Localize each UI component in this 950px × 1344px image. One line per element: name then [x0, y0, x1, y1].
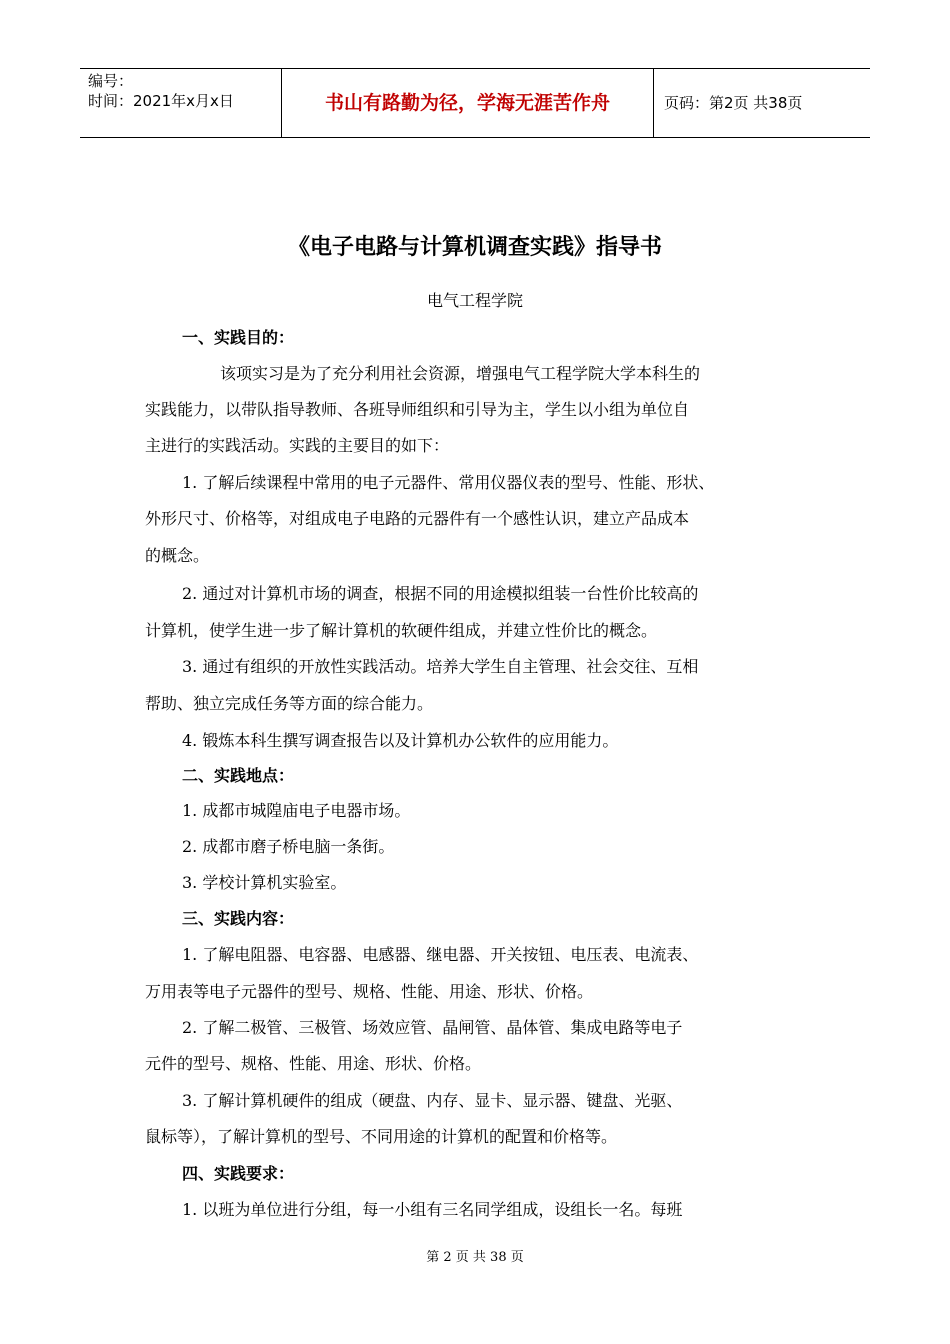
body-line: 3. 通过有组织的开放性实践活动。培养大学生自主管理、社会交往、互相 — [182, 657, 699, 676]
page-header — [80, 68, 870, 138]
body-line: 外形尺寸、价格等，对组成电子电路的元器件有一个感性认识，建立产品成本 — [145, 509, 690, 528]
body-line: 实践能力，以带队指导教师、各班导师组织和引导为主，学生以小组为单位自 — [145, 400, 690, 419]
document-number-label: 编号： — [88, 72, 134, 90]
body-line: 1. 成都市城隍庙电子电器市场。 — [182, 801, 411, 820]
body-line: 1. 了解电阻器、电容器、电感器、继电器、开关按钮、电压表、电流表、 — [182, 945, 699, 964]
body-line: 的概念。 — [145, 546, 210, 565]
document-title: 《电子电路与计算机调查实践》指导书 — [287, 235, 662, 260]
page-footer: 第 2 页 共 38 页 — [426, 1250, 524, 1265]
body-line: 主进行的实践活动。实践的主要目的如下： — [145, 436, 450, 455]
header-page-info: 页码：第2页 共38页 — [664, 94, 803, 112]
body-line: 3. 了解计算机硬件的组成（硬盘、内存、显卡、显示器、键盘、光驱、 — [182, 1091, 683, 1110]
body-line: 元件的型号、规格、性能、用途、形状、价格。 — [145, 1054, 482, 1073]
body-line: 计算机，使学生进一步了解计算机的软硬件组成，并建立性价比的概念。 — [145, 621, 658, 640]
section-heading: 一、实践目的： — [182, 328, 295, 347]
body-line: 万用表等电子元器件的型号、规格、性能、用途、形状、价格。 — [145, 982, 594, 1001]
body-line: 2. 成都市磨子桥电脑一条街。 — [182, 837, 395, 856]
body-line: 2. 了解二极管、三极管、场效应管、晶闸管、晶体管、集成电路等电子 — [182, 1018, 683, 1037]
body-line: 4. 锻炼本科生撰写调查报告以及计算机办公软件的应用能力。 — [182, 731, 619, 750]
section-heading: 二、实践地点： — [182, 766, 295, 785]
body-line: 2. 通过对计算机市场的调查，根据不同的用途模拟组装一台性价比较高的 — [182, 584, 699, 603]
header-meta — [80, 69, 282, 137]
section-heading: 三、实践内容： — [182, 909, 295, 928]
body-line: 1. 以班为单位进行分组，每一小组有三名同学组成，设组长一名。每班 — [182, 1200, 683, 1219]
body-line: 鼠标等），了解计算机的型号、不同用途的计算机的配置和价格等。 — [145, 1127, 618, 1146]
document-subtitle: 电气工程学院 — [426, 291, 523, 310]
body-line: 该项实习是为了充分利用社会资源，增强电气工程学院大学本科生的 — [220, 364, 701, 383]
document-time-label: 时间：2021年x月x日 — [88, 92, 234, 110]
header-motto: 书山有路勤为径，学海无涯苦作舟 — [282, 69, 654, 137]
body-line: 帮助、独立完成任务等方面的综合能力。 — [145, 694, 434, 713]
body-line: 1. 了解后续课程中常用的电子元器件、常用仪器仪表的型号、性能、形状、 — [182, 473, 715, 492]
section-heading: 四、实践要求： — [182, 1164, 295, 1183]
body-line: 3. 学校计算机实验室。 — [182, 873, 347, 892]
